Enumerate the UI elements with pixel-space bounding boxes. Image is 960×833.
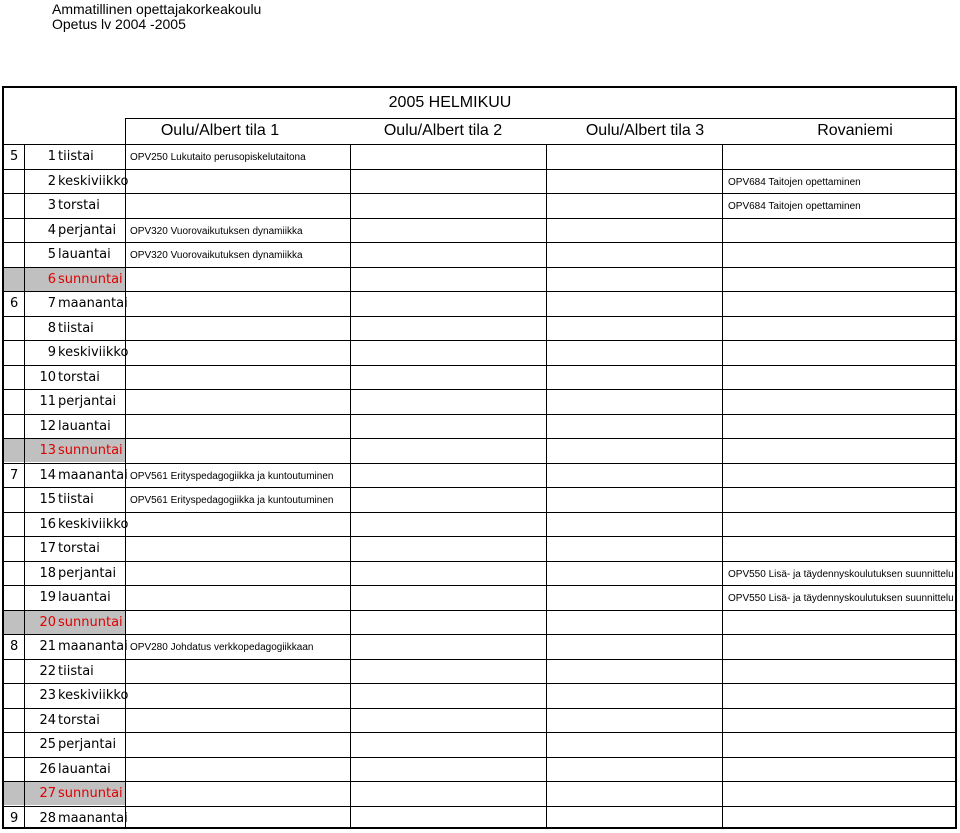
table-row (4, 536, 957, 560)
table-row (4, 561, 957, 585)
table-row (4, 193, 957, 217)
week-column-divider (24, 144, 25, 829)
day-number: 19 (39, 590, 56, 605)
day-number: 10 (39, 369, 56, 385)
course-tila-1: OPV320 Vuorovaikutuksen dynamiikka (130, 250, 303, 261)
weekday-name: tiistai (58, 663, 94, 679)
weekday-name: torstai (58, 369, 100, 385)
week-number: 6 (10, 296, 19, 311)
day-number: 1 (47, 149, 56, 164)
day-number: 27 (39, 786, 56, 801)
week-number: 7 (10, 467, 19, 483)
weekday-name: perjantai (58, 394, 117, 409)
column-header-tila-2: Oulu/Albert tila 2 (383, 122, 503, 139)
day-number: 5 (47, 247, 56, 262)
table-row (4, 757, 957, 781)
weekday-name: sunnuntai (58, 786, 123, 801)
day-number: 24 (39, 712, 56, 728)
weekday-name: lauantai (58, 590, 111, 605)
course-tila-1: OPV280 Johdatus verkkopedagogiikkaan (130, 642, 314, 653)
course-rovaniemi: OPV684 Taitojen opettaminen (728, 176, 861, 188)
weekday-name: maanantai (58, 639, 128, 654)
weekday-name: sunnuntai (58, 614, 123, 630)
course-tila-1: OPV320 Vuorovaikutuksen dynamiikka (130, 225, 303, 237)
weekday-name: tiistai (58, 492, 94, 507)
day-number: 2 (47, 173, 56, 189)
day-number: 11 (39, 394, 56, 409)
column-divider-3 (722, 144, 723, 829)
weekday-name: torstai (58, 541, 100, 556)
weekday-name: tiistai (58, 320, 94, 336)
course-rovaniemi: OPV550 Lisä- ja täydennyskoulutuksen suunnittelu (728, 568, 954, 580)
table-row (4, 634, 957, 658)
table-row (4, 169, 957, 193)
day-number: 20 (39, 614, 56, 630)
week-number: 8 (10, 639, 19, 654)
table-row (4, 683, 957, 707)
column-header-rovaniemi: Rovaniemi (817, 122, 893, 139)
column-divider-1 (350, 144, 351, 829)
weekday-name: perjantai (58, 565, 117, 581)
day-number: 23 (39, 688, 56, 703)
table-row (4, 144, 957, 168)
course-tila-1: OPV250 Lukutaito perusopiskelutaitona (130, 152, 306, 163)
weekday-name: lauantai (58, 418, 111, 434)
weekday-name: keskiviikko (58, 345, 129, 360)
day-number: 26 (39, 761, 56, 777)
weekday-name: keskiviikko (58, 173, 129, 189)
table-row (4, 659, 957, 683)
table-row (4, 781, 957, 805)
weekday-name: keskiviikko (58, 516, 129, 532)
day-number: 12 (39, 418, 56, 434)
table-row (4, 732, 957, 756)
table-row (4, 340, 957, 364)
institution-name: Ammatillinen opettajakorkeakoulu (52, 1, 262, 17)
table-row (4, 585, 957, 609)
day-number: 28 (39, 810, 56, 826)
weekday-name: lauantai (58, 761, 111, 777)
weekday-name: maanantai (58, 296, 128, 311)
academic-year: Opetus lv 2004 -2005 (52, 16, 186, 32)
course-rovaniemi: OPV550 Lisä- ja täydennyskoulutuksen suunnittelu (728, 593, 954, 604)
weekday-name: perjantai (58, 737, 117, 752)
table-row (4, 708, 957, 732)
course-tila-1: OPV561 Erityspedagogiikka ja kuntoutuminen (130, 470, 334, 482)
day-number: 21 (39, 639, 56, 654)
course-tila-1: OPV561 Erityspedagogiikka ja kuntoutuminen (130, 495, 334, 506)
column-header-tila-1: Oulu/Albert tila 1 (160, 122, 280, 139)
column-header-row (125, 118, 957, 145)
table-row (4, 438, 957, 462)
weekday-name: torstai (58, 198, 100, 213)
table-row (4, 242, 957, 266)
day-number: 15 (39, 492, 56, 507)
day-number: 6 (47, 271, 56, 287)
table-row (4, 414, 957, 438)
weekday-name: tiistai (58, 149, 94, 164)
weekday-name: torstai (58, 712, 100, 728)
day-number: 13 (39, 443, 56, 458)
day-number: 3 (47, 198, 56, 213)
table-row (4, 291, 957, 315)
day-number: 25 (39, 737, 56, 752)
table-row (4, 218, 957, 242)
course-rovaniemi: OPV684 Taitojen opettaminen (728, 201, 861, 212)
weekday-name: lauantai (58, 247, 111, 262)
table-row (4, 389, 957, 413)
weekday-name: maanantai (58, 810, 128, 826)
day-number: 4 (47, 222, 56, 238)
table-row (4, 365, 957, 389)
table-row (4, 806, 957, 830)
table-row (4, 487, 957, 511)
table-row (4, 267, 957, 291)
day-number: 16 (39, 516, 56, 532)
table-row (4, 316, 957, 340)
weekday-name: sunnuntai (58, 271, 123, 287)
weekday-name: maanantai (58, 467, 128, 483)
day-number: 22 (39, 663, 56, 679)
month-title: 2005 HELMIKUU (388, 94, 512, 111)
day-number: 17 (39, 541, 56, 556)
table-row (4, 512, 957, 536)
table-row (4, 463, 957, 487)
day-number: 7 (47, 296, 56, 311)
day-number: 8 (47, 320, 56, 336)
day-number: 14 (39, 467, 56, 483)
week-number: 5 (10, 149, 19, 164)
column-header-tila-3: Oulu/Albert tila 3 (585, 122, 705, 139)
weekday-name: sunnuntai (58, 443, 123, 458)
weekday-name: perjantai (58, 222, 117, 238)
day-number: 18 (39, 565, 56, 581)
column-divider-2 (546, 144, 547, 829)
day-column-divider (125, 118, 126, 829)
day-number: 9 (47, 345, 56, 360)
table-row (4, 610, 957, 634)
weekday-name: keskiviikko (58, 688, 129, 703)
week-number: 9 (10, 810, 19, 826)
